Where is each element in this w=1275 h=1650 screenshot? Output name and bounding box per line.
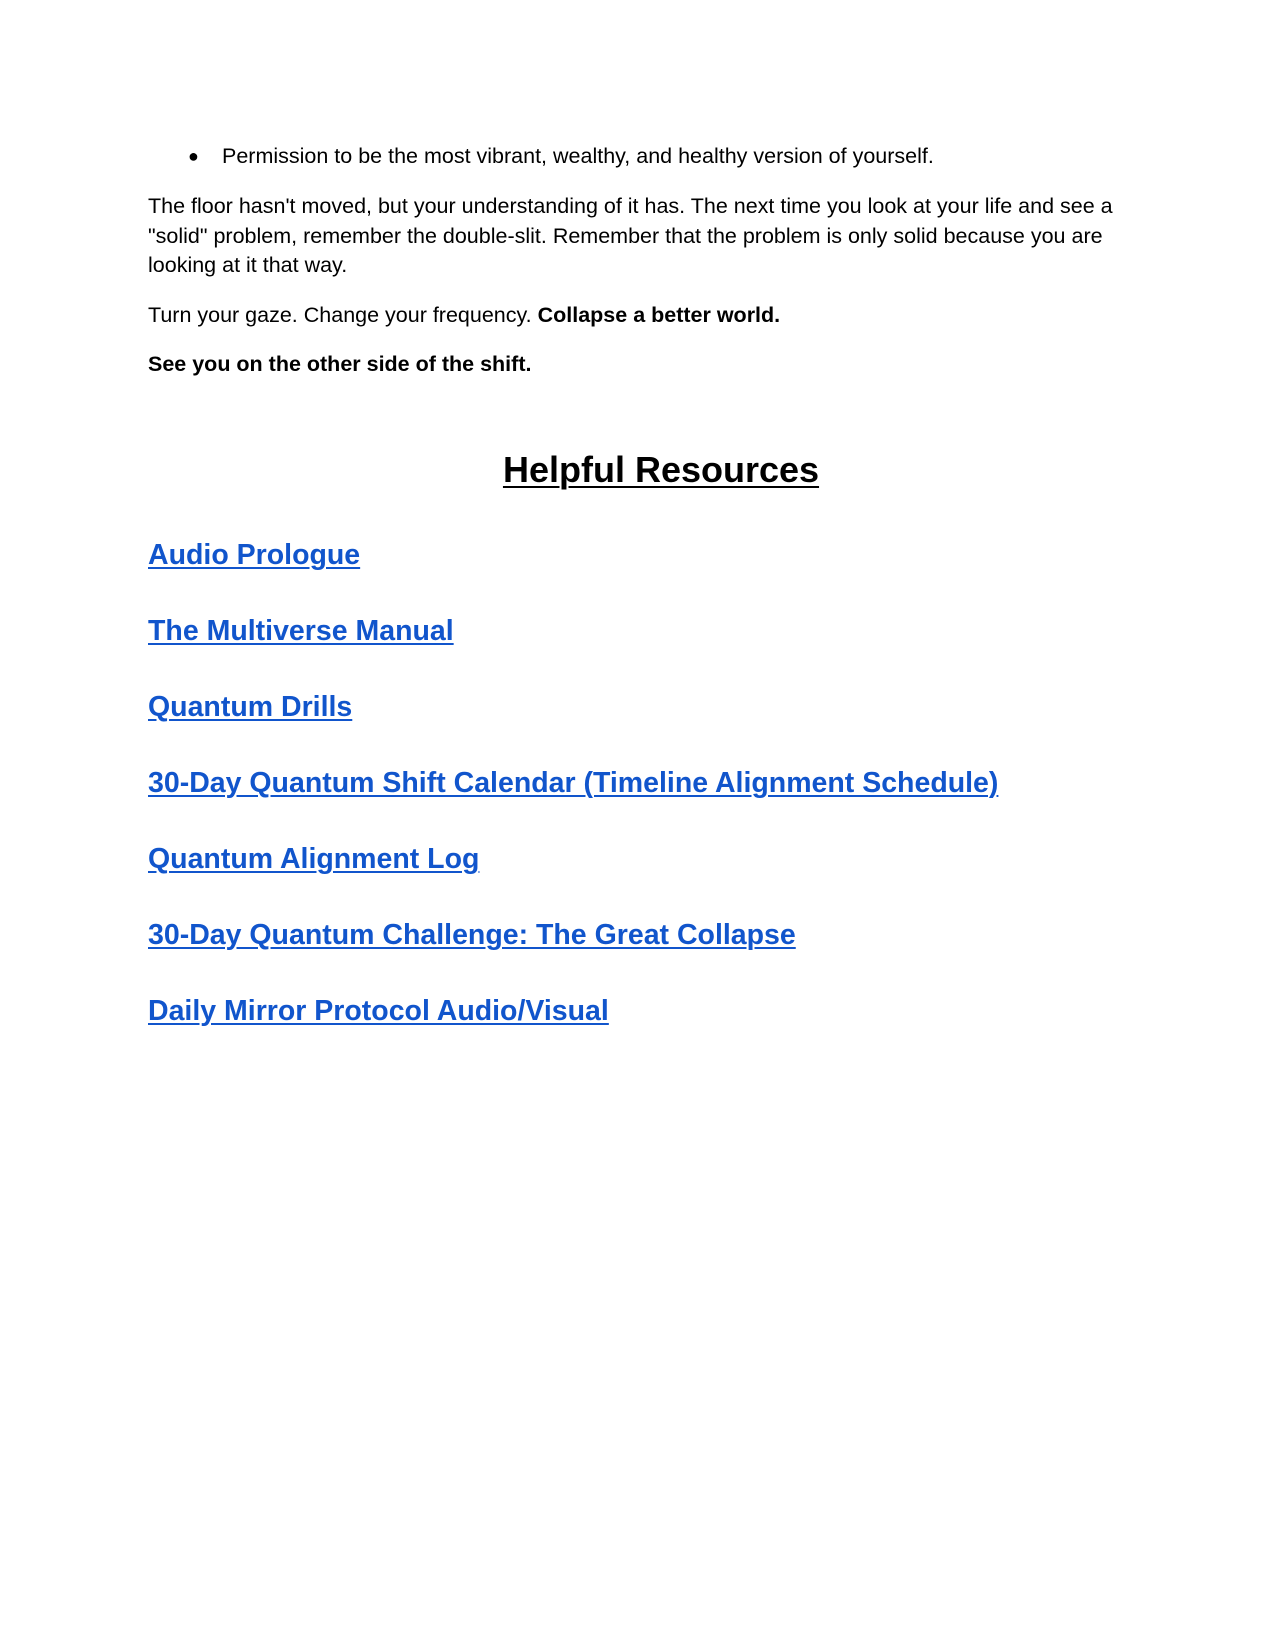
link-shift-calendar[interactable]: 30-Day Quantum Shift Calendar (Timeline Alignment Schedule)	[148, 766, 999, 799]
closing-line: See you on the other side of the shift.	[148, 352, 532, 376]
link-audio-prologue[interactable]: Audio Prologue	[148, 538, 361, 571]
paragraph-floor: The floor hasn't moved, but your understanding of it has. The next time you look at your life and see a "solid" problem, remember the double-slit. Remember that the problem is only solid because you are looking at it that way.	[148, 194, 1113, 277]
resource-links	[148, 536, 1138, 1030]
document-page	[148, 140, 1138, 1068]
link-alignment-log[interactable]: Quantum Alignment Log	[148, 842, 480, 875]
link-mirror-protocol[interactable]: Daily Mirror Protocol Audio/Visual	[148, 994, 609, 1027]
link-quantum-challenge[interactable]: 30-Day Quantum Challenge: The Great Collapse	[148, 918, 796, 951]
link-multiverse-manual[interactable]: The Multiverse Manual	[148, 614, 454, 647]
paragraph-gaze-emphasis: Collapse a better world.	[537, 302, 781, 327]
list-item	[148, 140, 1138, 172]
bullet-text: Permission to be the most vibrant, wealthy, and healthy version of yourself.	[222, 144, 934, 168]
paragraph-gaze-text: Turn your gaze. Change your frequency.	[148, 302, 538, 327]
bullet-icon: ●	[188, 146, 199, 166]
resources-heading: Helpful Resources	[502, 448, 820, 490]
paragraph-gaze	[148, 301, 1138, 331]
bullet-list	[148, 140, 1138, 172]
link-quantum-drills[interactable]: Quantum Drills	[148, 690, 353, 723]
